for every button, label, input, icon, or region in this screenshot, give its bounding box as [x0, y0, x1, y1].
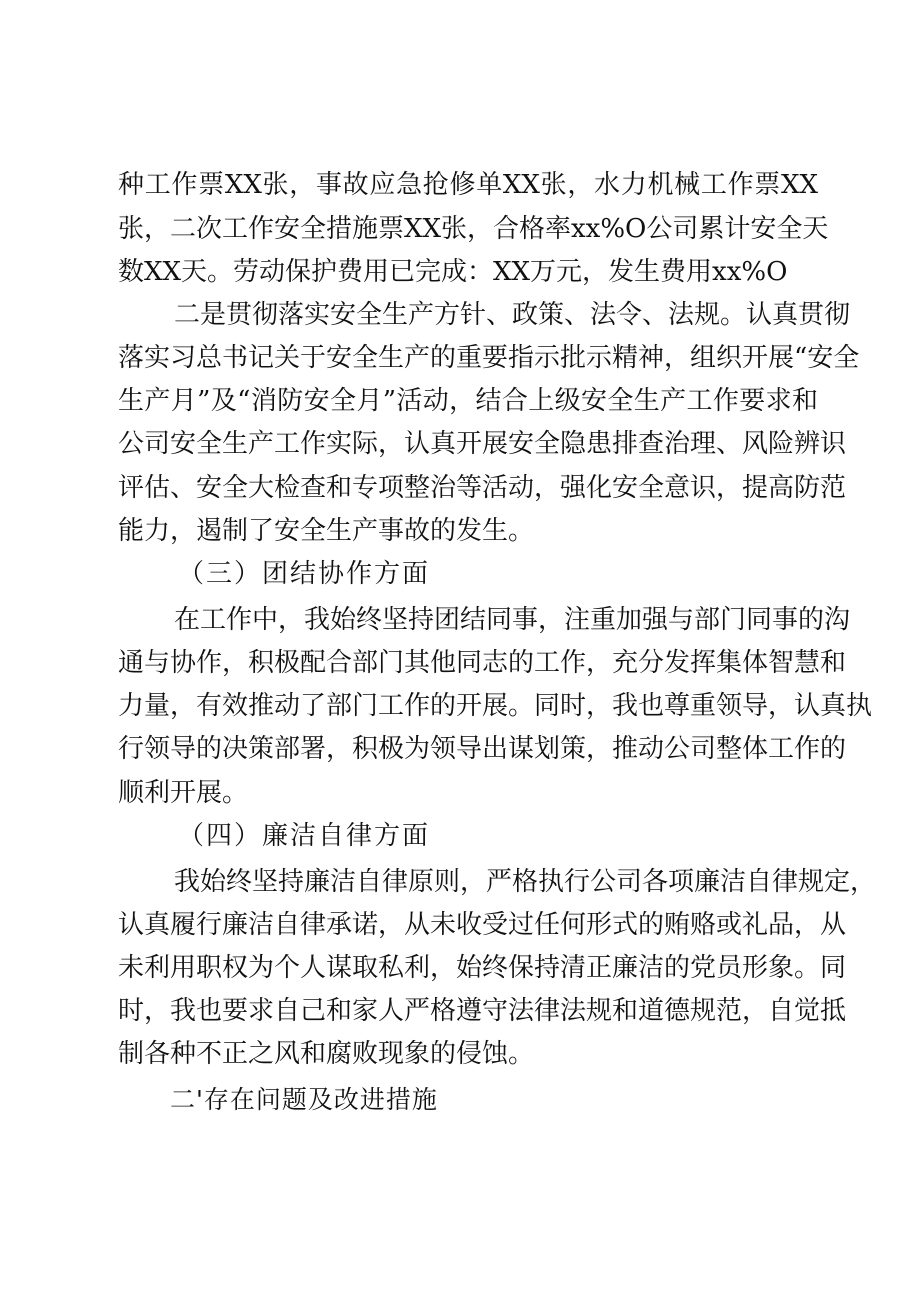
paragraph-1-line-1: 种工作票XX张，事故应急抢修单XX张，水力机械工作票XX [118, 170, 818, 200]
paragraph-3-line-1: 在工作中，我始终坚持团结同事，注重加强与部门同事的沟 [174, 605, 851, 635]
paragraph-2-line-4: 公司安全生产工作实际，认真开展安全隐患排查治理、风险辨识 [118, 429, 847, 459]
paragraph-1-line-3: 数XX天。劳动保护费用已完成：XX万元，发生费用xx%O [118, 257, 788, 287]
paragraph-3-line-4: 行领导的决策部署，积极为领导出谋划策，推动公司整体工作的 [118, 734, 847, 764]
paragraph-4-line-5: 制各种不正之风和腐败现象的侵蚀。 [118, 1039, 535, 1069]
paragraph-4-line-4: 时，我也要求自己和家人严格遵守法律法规和道德规范，自觉抵 [118, 996, 847, 1026]
paragraph-3-line-2: 通与协作，积极配合部门其他同志的工作，充分发挥集体智慧和 [118, 648, 847, 678]
paragraph-3-line-5: 顺利开展。 [118, 778, 249, 808]
section-heading-4: （四）廉洁自律方面 [178, 821, 431, 851]
paragraph-3-line-3: 力量，有效推动了部门工作的开展。同时，我也尊重领导，认真执 [118, 691, 873, 721]
paragraph-2-line-3: 生产月”及“消防安全月”活动，结合上级安全生产工作要求和 [118, 386, 818, 416]
paragraph-4-line-3: 未利用职权为个人谋取私利，始终保持清正廉洁的党员形象。同 [118, 953, 847, 983]
paragraph-2-line-1: 二是贯彻落实安全生产方针、政策、法令、法规。认真贯彻 [174, 300, 851, 330]
paragraph-2-line-2: 落实习总书记关于安全生产的重要指示批示精神，组织开展“安全 [118, 343, 860, 373]
paragraph-2-line-5: 评估、安全大检查和专项整治等活动，强化安全意识，提高防范 [118, 473, 847, 503]
section-2-heading: 二'存在问题及改进措施 [170, 1085, 438, 1114]
section-heading-3: （三）团结协作方面 [178, 559, 431, 589]
paragraph-1-line-2: 张，二次工作安全措施票XX张，合格率xx%O公司累计安全天 [118, 214, 829, 244]
paragraph-4-line-2: 认真履行廉洁自律承诺，从未收受过任何形式的贿赂或礼品，从 [118, 910, 847, 940]
paragraph-4-line-1: 我始终坚持廉洁自律原则，严格执行公司各项廉洁自律规定， [174, 867, 877, 897]
paragraph-2-line-6: 能力，遏制了安全生产事故的发生。 [118, 516, 535, 546]
